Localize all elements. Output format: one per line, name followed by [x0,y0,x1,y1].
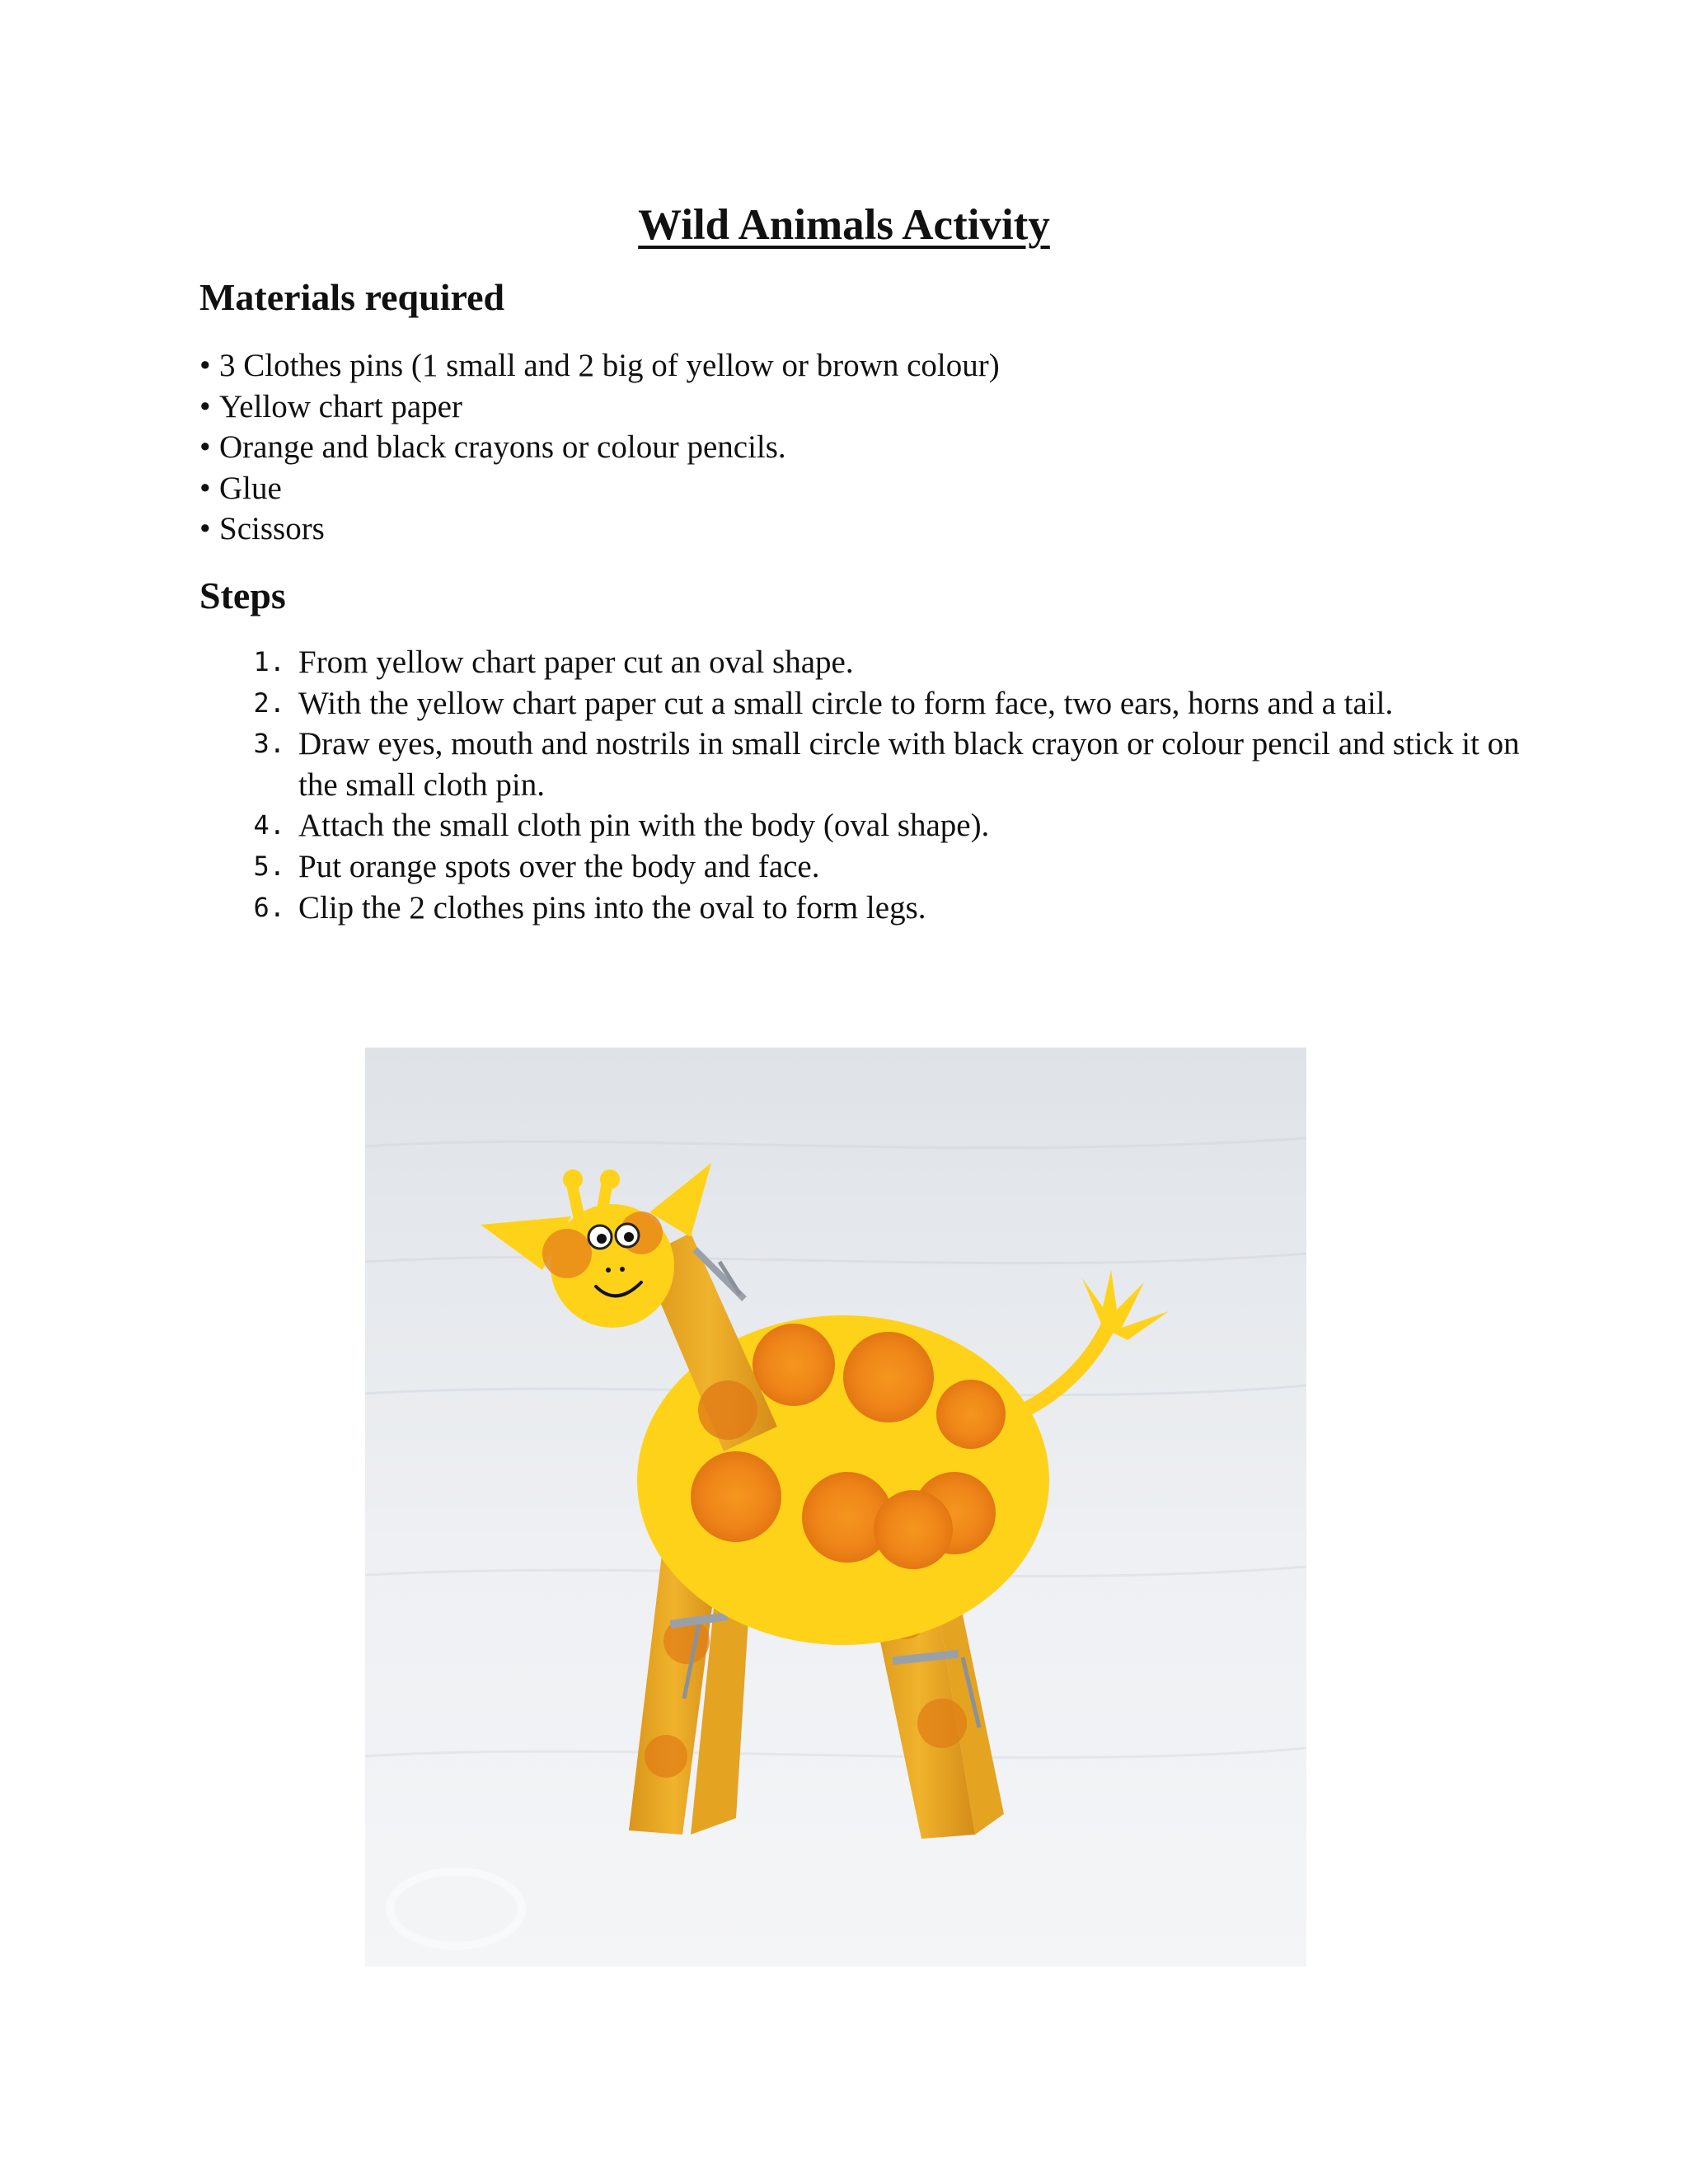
materials-item: • Scissors [199,509,1000,550]
materials-item: • Glue [199,468,1000,509]
materials-heading: Materials required [199,276,505,318]
step-item [239,683,1525,724]
page-title: Wild Animals Activity [638,201,1050,249]
giraffe-craft-photo [365,1047,1306,1966]
step-item [239,805,1525,846]
step-number: 5. [253,850,285,882]
steps-heading: Steps [199,574,286,616]
step-text: Put orange spots over the body and face. [298,848,820,884]
step-number: 4. [253,809,285,841]
step-number: 6. [253,891,285,923]
giraffe-craft-illustration [365,1047,1306,1966]
step-text: Draw eyes, mouth and nostrils in small circle with black crayon or colour pencil and stick it on the small cloth pin. [298,726,1520,803]
step-number: 3. [253,728,285,760]
step-text: With the yellow chart paper cut a small circle to form face, two ears, horns and a tail. [298,685,1394,721]
step-item [239,888,1525,929]
step-text: Attach the small cloth pin with the body (oval shape). [298,808,990,844]
step-number: 2. [253,687,285,719]
materials-item: • Orange and black crayons or colour pencils. [199,427,1000,468]
materials-item: • 3 Clothes pins (1 small and 2 big of yellow or brown colour) [199,345,1000,387]
step-text: Clip the 2 clothes pins into the oval to form legs. [298,889,926,926]
bullet: • [199,429,211,466]
bullet: • [199,388,211,424]
step-item [239,724,1525,805]
materials-list [199,345,1000,550]
bullet: • [199,348,211,383]
materials-item: • Yellow chart paper [199,387,1000,428]
step-item [239,642,1525,683]
step-item [239,846,1525,888]
bullet: • [199,470,211,506]
steps-list [239,642,1525,928]
step-number: 1. [253,646,285,677]
step-text: From yellow chart paper cut an oval shape. [298,644,854,680]
bullet: • [199,511,211,547]
